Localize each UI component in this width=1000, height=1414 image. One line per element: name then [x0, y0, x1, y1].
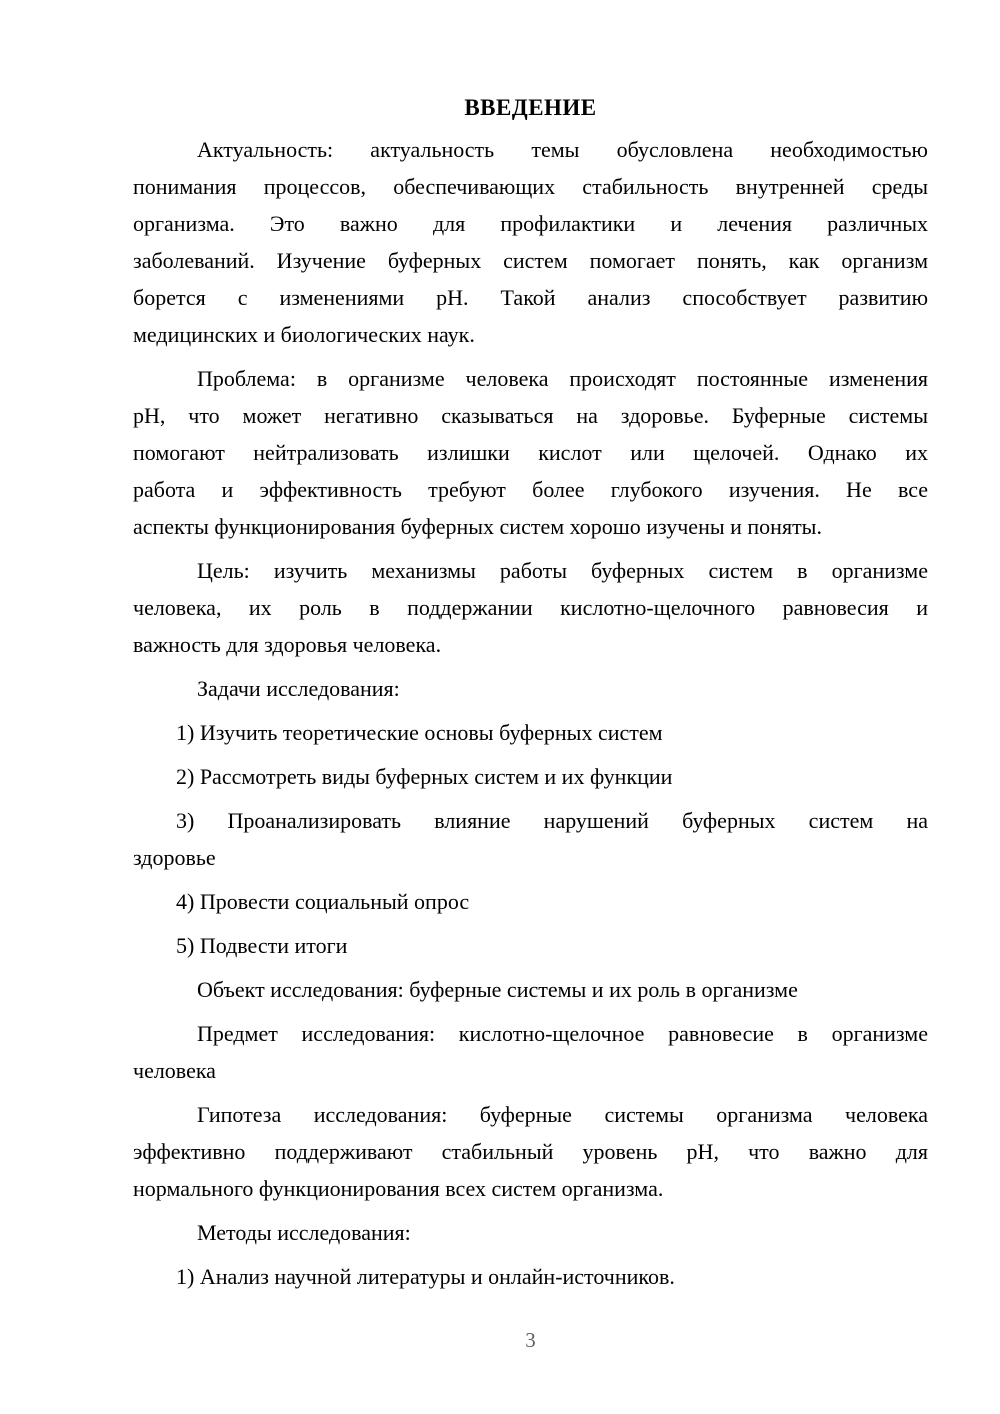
text-line: работа и эффективность требуют более глубокого изучения. Не все	[133, 477, 928, 502]
paragraph-gipoteza	[133, 1096, 928, 1207]
paragraph-tsel	[133, 552, 928, 663]
text-line: 3) Проанализировать влияние нарушений буферных систем на	[176, 808, 928, 833]
text-line: Задачи исследования:	[197, 676, 400, 701]
task-item-2	[133, 758, 928, 795]
text-line: 5) Подвести итоги	[176, 933, 348, 958]
text-line: помогают нейтрализовать излишки кислот или щелочей. Однако их	[133, 440, 928, 465]
text-line: медицинских и биологических наук.	[133, 322, 475, 347]
text-line: организма. Это важно для профилактики и лечения различных	[133, 211, 928, 236]
text-line: здоровье	[133, 845, 216, 870]
text-line: 1) Изучить теоретические основы буферных систем	[176, 720, 663, 745]
text-line: Гипотеза исследования: буферные системы организма человека	[197, 1102, 928, 1127]
text-line: борется с изменениями pH. Такой анализ способствует развитию	[133, 285, 928, 310]
document-body	[133, 131, 928, 1295]
task-item-4	[133, 883, 928, 920]
paragraph-problema	[133, 360, 928, 545]
text-line: Методы исследования:	[197, 1220, 411, 1245]
page-title: ВВЕДЕНИЕ	[464, 95, 597, 120]
text-line: человека, их роль в поддержании кислотно-щелочного равновесия и	[133, 595, 928, 620]
text-line: pH, что может негативно сказываться на здоровье. Буферные системы	[133, 403, 928, 428]
text-line: 1) Анализ научной литературы и онлайн-источников.	[176, 1264, 675, 1289]
text-line: заболеваний. Изучение буферных систем помогает понять, как организм	[133, 248, 928, 273]
task-item-5	[133, 927, 928, 964]
text-line: важность для здоровья человека.	[133, 632, 442, 657]
text-line: понимания процессов, обеспечивающих стабильность внутренней среды	[133, 174, 928, 199]
paragraph-predmet	[133, 1015, 928, 1089]
text-line: 2) Рассмотреть виды буферных систем и их функции	[176, 764, 673, 789]
text-line: Проблема: в организме человека происходят постоянные изменения	[197, 366, 928, 391]
text-line: Цель: изучить механизмы работы буферных систем в организме	[197, 558, 928, 583]
paragraph-metody-header	[133, 1214, 928, 1251]
paragraph-obekt	[133, 971, 928, 1008]
text-line: Актуальность: актуальность темы обусловлена необходимостью	[197, 137, 928, 162]
text-line: человека	[133, 1058, 216, 1083]
text-line: Предмет исследования: кислотно-щелочное равновесие в организме	[197, 1021, 928, 1046]
paragraph-aktualnost	[133, 131, 928, 353]
paragraph-zadachi-header	[133, 670, 928, 707]
text-line: Объект исследования: буферные системы и их роль в организме	[197, 977, 798, 1002]
text-line: эффективно поддерживают стабильный уровень pH, что важно для	[133, 1139, 928, 1164]
task-item-3	[133, 802, 928, 876]
text-line: нормального функционирования всех систем организма.	[133, 1176, 664, 1201]
task-item-1	[133, 714, 928, 751]
page-number: 3	[525, 1328, 536, 1352]
text-line: аспекты функционирования буферных систем хорошо изучены и поняты.	[133, 514, 822, 539]
method-item-1	[133, 1258, 928, 1295]
text-line: 4) Провести социальный опрос	[176, 889, 470, 914]
